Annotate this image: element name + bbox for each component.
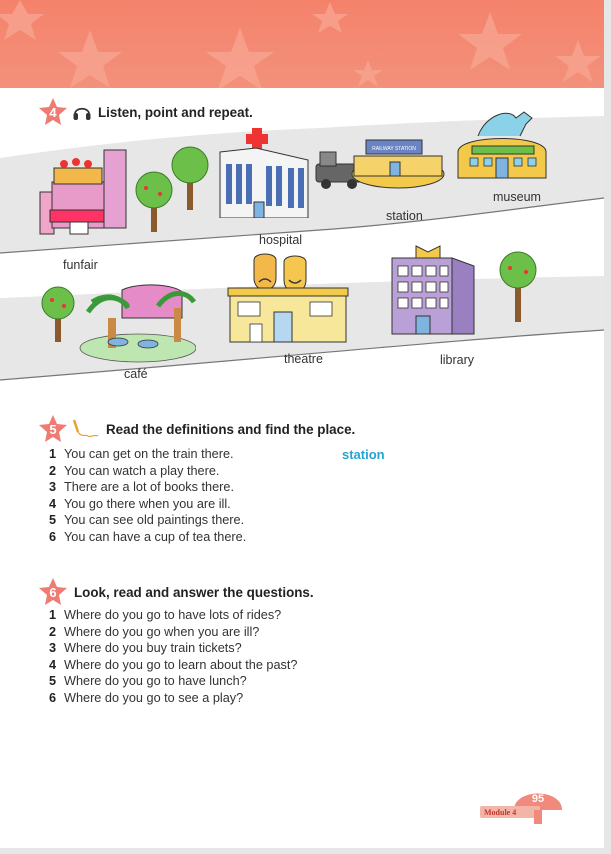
pencil-icon	[70, 418, 100, 440]
module-label: Module 4	[484, 808, 517, 817]
exercise-6-heading	[38, 577, 314, 607]
top-banner	[0, 0, 604, 88]
place-label-library: library	[440, 353, 475, 367]
place-label-funfair: funfair	[63, 258, 98, 272]
exercise-5-heading	[38, 414, 355, 444]
place-label-station: station	[386, 209, 423, 223]
list-item: 6 You can have a cup of tea there.	[49, 529, 247, 544]
place-label-cafe: café	[124, 367, 148, 381]
place-label-theatre: theatre	[284, 352, 323, 366]
list-item: 1 Where do you go to have lots of rides?	[49, 608, 282, 622]
example-answer: station	[342, 447, 385, 462]
list-item: 6 Where do you go to see a play?	[49, 690, 244, 705]
banner-stars-decoration	[0, 0, 604, 88]
exercise-6-title: Look, read and answer the questions.	[74, 584, 314, 600]
exercise-5-title: Read the definitions and find the place.	[106, 421, 356, 437]
station-sign-text: RAILWAY STATION	[372, 146, 416, 152]
place-label-museum: museum	[493, 190, 541, 204]
tree-illustration	[134, 170, 174, 232]
list-item: 3 There are a lot of books there.	[49, 480, 234, 494]
list-item: 5 Where do you go to have lunch?	[49, 674, 247, 688]
exercise-6-star	[38, 577, 68, 607]
place-label-hospital: hospital	[259, 233, 303, 247]
cafe-illustration	[78, 278, 196, 364]
list-item: 4 Where do you go to learn about the past?	[49, 657, 298, 672]
exercise-5-list	[49, 446, 246, 545]
museum-illustration	[452, 100, 552, 184]
exercise-5-number: 5	[49, 422, 57, 437]
page-number-badge	[478, 780, 568, 830]
exercise-6-number: 6	[49, 585, 57, 600]
list-item: 1 You can get on the train there.	[49, 447, 234, 461]
list-item: 3 Where do you buy train tickets?	[49, 641, 242, 655]
list-item: 5 You can see old paintings there.	[49, 513, 245, 527]
exercise-4-number: 4	[49, 105, 57, 120]
exercise-6-list	[49, 607, 297, 706]
theatre-illustration	[226, 250, 350, 346]
page-number: 95	[531, 793, 545, 805]
tree-illustration	[40, 286, 76, 342]
station-illustration	[314, 134, 446, 192]
exercise-5-star	[38, 414, 68, 444]
list-item: 2 Where do you go when you are ill?	[49, 624, 260, 639]
hospital-illustration	[206, 122, 312, 218]
tree-illustration	[498, 250, 538, 322]
list-item: 4 You go there when you are ill.	[49, 496, 231, 511]
tree-illustration	[170, 146, 210, 210]
funfair-illustration	[34, 148, 134, 238]
list-item: 2 You can watch a play there.	[49, 463, 220, 478]
library-illustration	[386, 242, 476, 336]
exercise-4-title: Listen, point and repeat.	[98, 104, 253, 120]
